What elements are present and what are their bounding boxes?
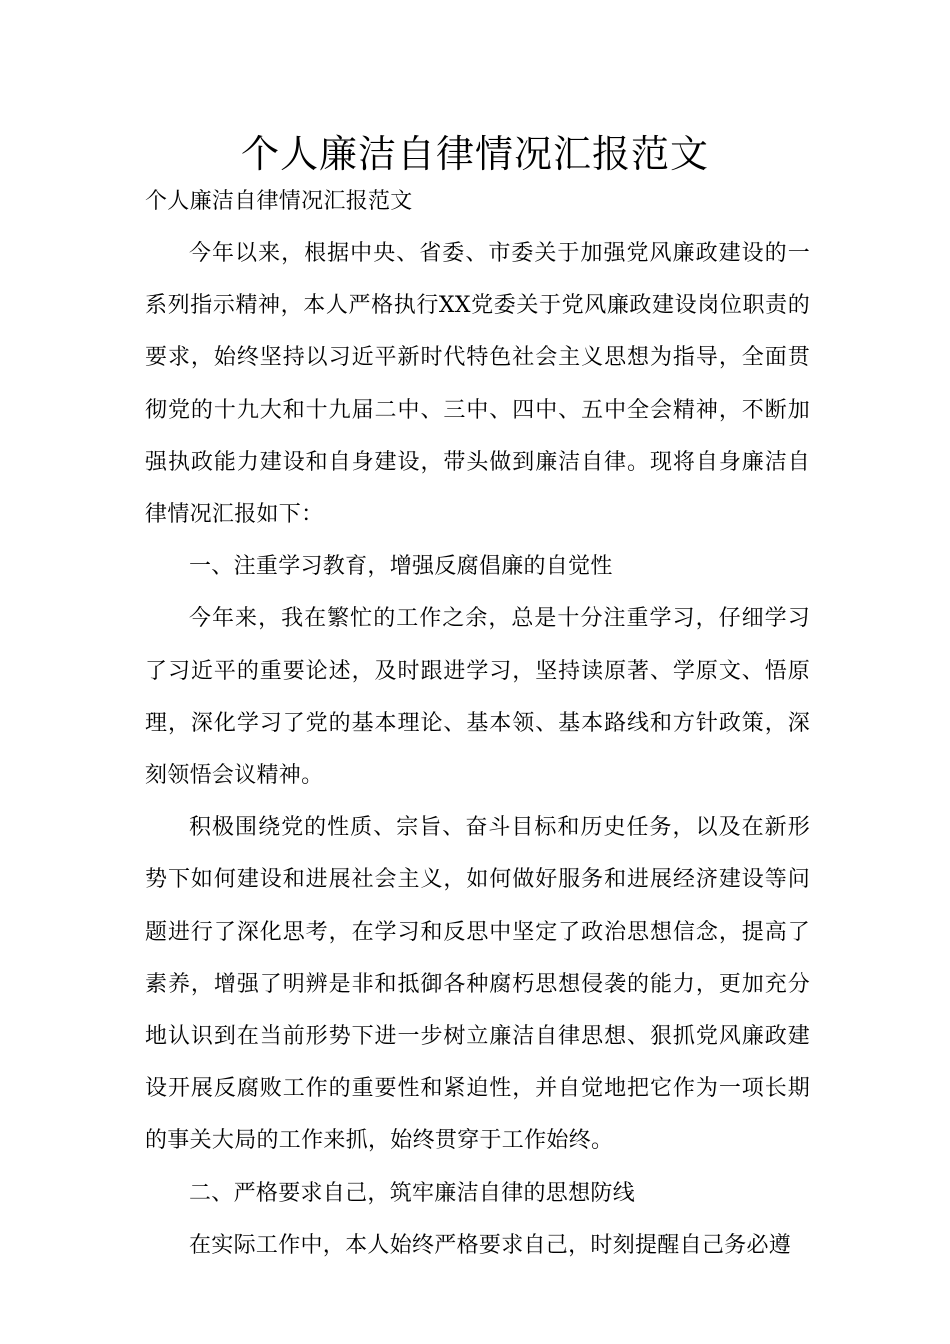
document-subtitle: 个人廉洁自律情况汇报范文 — [145, 189, 413, 214]
paragraph-intro: 今年以来，根据中央、省委、市委关于加强党风廉政建设的一系列指示精神，本人严格执行XX党委关于党风廉政建设岗位职责的要求，始终坚持以习近平新时代特色社会主义思想为指导，全面贯彻党的十九大和十九届二中、三中、四中、五中全会精神，不断加强执政能力建设和自身建设，带头做到廉洁自律。现将自身廉洁自律情况汇报如下： — [145, 241, 810, 528]
section-heading-1: 一、注重学习教育，增强反腐倡廉的自觉性 — [189, 554, 613, 580]
document-body — [145, 228, 810, 1272]
paragraph-reflection: 积极围绕党的性质、宗旨、奋斗目标和历史任务，以及在新形势下如何建设和进展社会主义，如何做好服务和进展经济建设等问题进行了深化思考，在学习和反思中坚定了政治思想信念，提高了素养，增强了明辨是非和抵御各种腐朽思想侵袭的能力，更加充分地认识到在当前形势下进一步树立廉洁自律思想、狠抓党风廉政建设开展反腐败工作的重要性和紧迫性，并自觉地把它作为一项长期的事关大局的工作来抓，始终贯穿于工作始终。 — [145, 815, 810, 1154]
paragraph-discipline: 在实际工作中，本人始终严格要求自己，时刻提醒自己务必遵 — [189, 1232, 792, 1258]
section-heading-2: 二、严格要求自己，筑牢廉洁自律的思想防线 — [189, 1180, 636, 1206]
paragraph-study: 今年来，我在繁忙的工作之余，总是十分注重学习，仔细学习了习近平的重要论述，及时跟进学习，坚持读原著、学原文、悟原理，深化学习了党的基本理论、基本领、基本路线和方针政策，深刻领悟会议精神。 — [145, 606, 810, 789]
document-title: 个人廉洁自律情况汇报范文 — [240, 132, 709, 176]
